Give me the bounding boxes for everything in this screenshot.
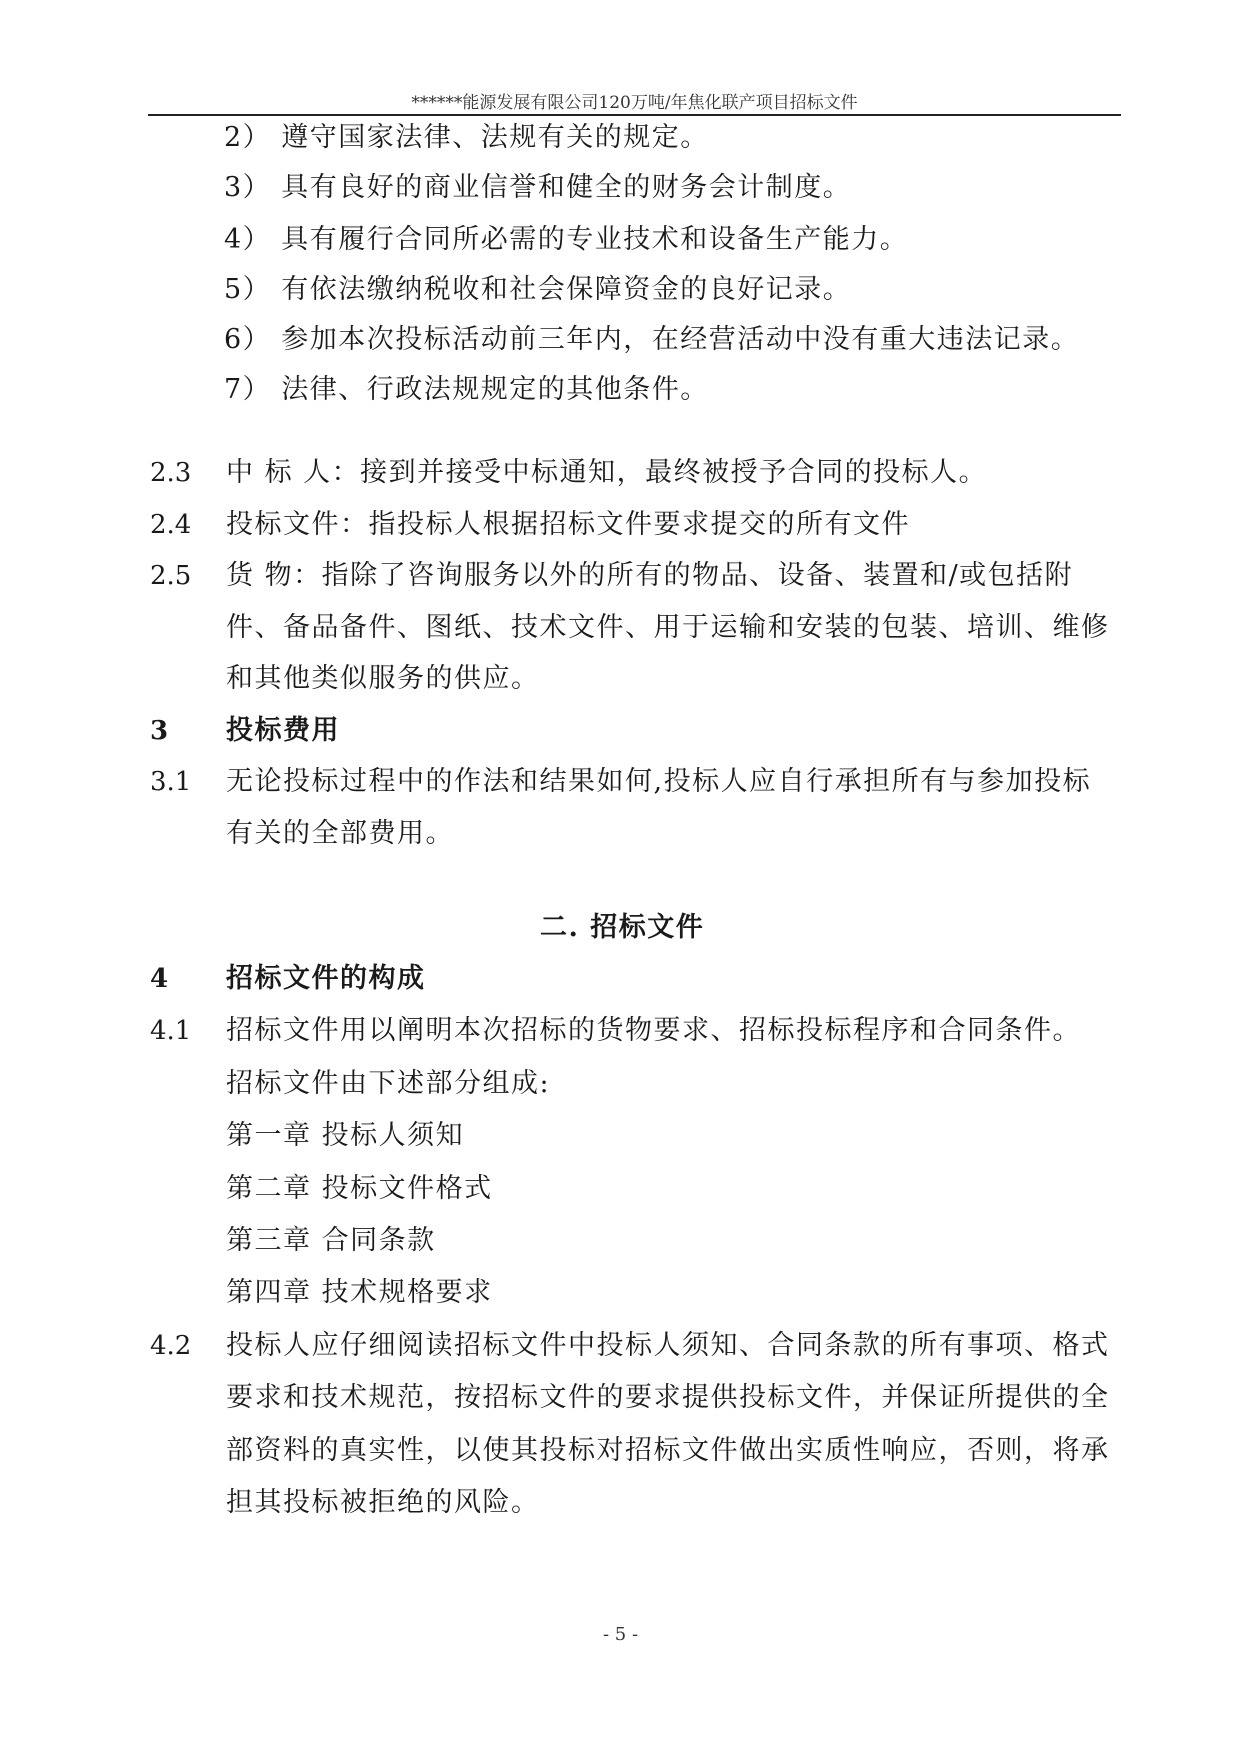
- list-item: 5） 有依法缴纳税收和社会保障资金的良好记录。: [224, 274, 852, 305]
- clause-text: 第四章 技术规格要求: [226, 1277, 493, 1309]
- clause-text: 要求和技术规范，按招标文件的要求提供投标文件，并保证所提供的全: [226, 1382, 1110, 1414]
- page-number: - 5 -: [602, 1624, 639, 1645]
- page-header: ******能源发展有限公司120万吨/年焦化联产项目招标文件: [411, 93, 858, 113]
- clause-text: 货 物：指除了咨询服务以外的所有的物品、设备、装置和/或包括附: [226, 560, 1074, 591]
- clause-number: 3: [150, 715, 169, 746]
- list-item: 2） 遵守国家法律、法规有关的规定。: [224, 122, 709, 153]
- clause-text: 投标人应仔细阅读招标文件中投标人须知、合同条款的所有事项、格式: [226, 1329, 1110, 1361]
- clause-text: 第一章 投标人须知: [226, 1120, 465, 1152]
- clause-text: 第二章 投标文件格式: [226, 1172, 493, 1204]
- clause-number: 2.3: [150, 458, 192, 488]
- clause-text: 招标文件用以阐明本次招标的货物要求、招标投标程序和合同条件。: [226, 1015, 1081, 1047]
- clause-number: 2.4: [150, 509, 192, 540]
- list-item: 7） 法律、行政法规规定的其他条件。: [224, 374, 709, 405]
- header-rule: [148, 114, 1121, 116]
- list-item: 3） 具有良好的商业信誉和健全的财务会计制度。: [224, 172, 852, 203]
- list-item: 4） 具有履行合同所必需的专业技术和设备生产能力。: [224, 224, 909, 255]
- clause-text: 担其投标被拒绝的风险。: [226, 1487, 540, 1518]
- clause-text: 有关的全部费用。: [226, 817, 454, 849]
- clause-text: 无论投标过程中的作法和结果如何,投标人应自行承担所有与参加投标: [226, 766, 1092, 797]
- clause-number: 3.1: [150, 767, 192, 797]
- clause-text: 件、备品备件、图纸、技术文件、用于运输和安装的包装、培训、维修: [226, 611, 1110, 643]
- clause-text: 招标文件的构成: [226, 963, 426, 994]
- clause-text: 第三章 合同条款: [226, 1225, 436, 1256]
- clause-text: 中 标 人：接到并接受中标通知，最终被授予合同的投标人。: [226, 457, 988, 488]
- section-title: 二. 招标文件: [540, 912, 705, 943]
- clause-text: 部资料的真实性，以使其投标对招标文件做出实质性响应，否则，将承: [226, 1434, 1110, 1466]
- clause-text: 招标文件由下述部分组成:: [226, 1067, 551, 1099]
- list-item: 6） 参加本次投标活动前三年内，在经营活动中没有重大违法记录。: [224, 324, 1080, 355]
- clause-number: 4.2: [150, 1330, 192, 1361]
- clause-number: 4.1: [150, 1016, 192, 1047]
- clause-number: 4: [150, 964, 169, 994]
- clause-number: 2.5: [150, 561, 192, 591]
- clause-text: 投标费用: [226, 714, 340, 746]
- clause-text: 和其他类似服务的供应。: [226, 663, 540, 694]
- clause-text: 投标文件：指投标人根据招标文件要求提交的所有文件: [226, 508, 910, 540]
